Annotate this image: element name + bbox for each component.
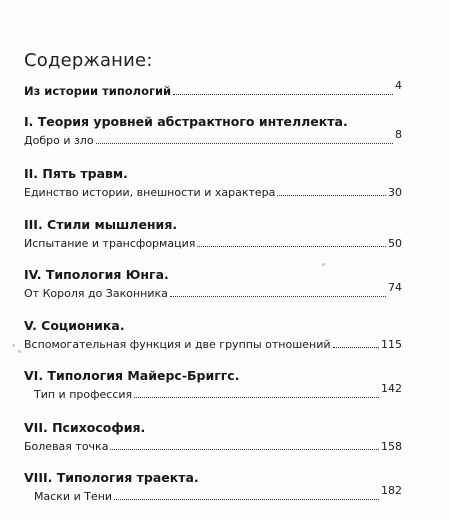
toc-chapter-subtitle: Маски и Тени (34, 490, 113, 503)
toc-page-number: 8 (395, 128, 402, 141)
dot-leader (170, 296, 386, 297)
scan-speck (322, 263, 325, 266)
toc-page-number: 50 (388, 237, 402, 250)
toc-page-number: 30 (388, 186, 402, 199)
toc-heading: Содержание: (24, 50, 153, 71)
dot-leader (134, 397, 379, 398)
scan-speck (18, 350, 21, 353)
dot-leader (333, 347, 379, 348)
toc-entry-chapter-3 (24, 217, 402, 257)
toc-chapter-subtitle: Единство истории, внешности и характера (24, 186, 276, 199)
toc-entry-chapter-2 (24, 166, 402, 206)
toc-page-number: 182 (381, 484, 402, 497)
toc-entry-chapter-7 (24, 420, 402, 460)
toc-entry-chapter-4 (24, 267, 402, 307)
toc-chapter-title: I. Теория уровней абстрактного интеллекта. (24, 114, 348, 129)
toc-chapter-title: III. Стили мышления. (24, 217, 178, 232)
toc-chapter-subtitle: Тип и профессия (34, 388, 133, 401)
toc-chapter-title: VII. Психософия. (24, 420, 146, 435)
dot-leader (110, 449, 379, 450)
toc-chapter-subtitle: Вспомогательная функция и две группы отношений (24, 338, 331, 351)
toc-page-number: 74 (388, 281, 402, 294)
toc-entry-chapter-6 (24, 368, 402, 408)
scan-speck (12, 344, 15, 347)
toc-chapter-title: V. Соционика. (24, 318, 125, 333)
toc-chapter-subtitle: Добро и зло (24, 134, 94, 147)
toc-entry-chapter-1 (24, 114, 402, 154)
toc-chapter-subtitle: Болевая точка (24, 440, 109, 453)
toc-chapter-title: VIII. Типология траекта. (24, 470, 199, 485)
toc-entry-chapter-8 (24, 470, 402, 510)
dot-leader (96, 143, 393, 144)
toc-chapter-subtitle: От Короля до Законника (24, 287, 168, 300)
toc-chapter-title: IV. Типология Юнга. (24, 267, 169, 282)
toc-chapter-title: II. Пять травм. (24, 166, 128, 181)
toc-chapter-subtitle: Испытание и трансформация (24, 237, 196, 250)
toc-intro-line (24, 79, 402, 104)
dot-leader (277, 195, 386, 196)
toc-page-number: 158 (381, 440, 402, 453)
toc-chapter-title: VI. Типология Майерс-Бриггс. (24, 368, 240, 383)
toc-page-number: 4 (395, 79, 402, 92)
toc-entry-chapter-5 (24, 318, 402, 358)
dot-leader (173, 94, 393, 95)
toc-entry-intro (24, 79, 402, 104)
toc-intro-title: Из истории типологий (24, 84, 172, 98)
toc-page-number: 142 (381, 382, 402, 395)
toc-page-number: 115 (381, 338, 402, 351)
dot-leader (114, 499, 379, 500)
dot-leader (197, 246, 386, 247)
